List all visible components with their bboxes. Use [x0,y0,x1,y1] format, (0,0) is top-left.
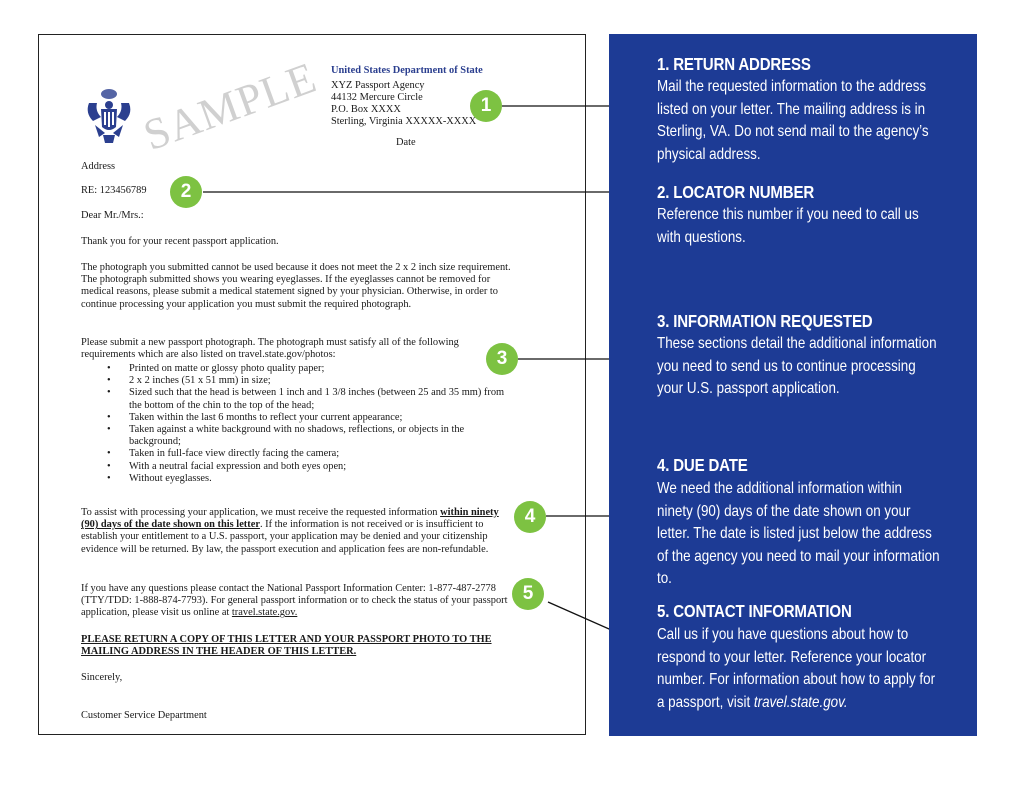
photo-request-paragraph: Please submit a new passport photograph. The photograph must satisfy all of the following requirements which are also listed on travel.state.gov/photos: [81,337,459,361]
sample-letter [38,34,586,735]
salutation: Dear Mr./Mrs.: [81,210,144,221]
thanks-line: Thank you for your recent passport application. [81,236,279,247]
contact-paragraph [81,583,511,620]
list-item: • Sized such that the head is between 1 inch and 1 3/8 inches (between 25 and 35 mm) from the bottom of the chin to the top of the head; [81,387,511,411]
photo-issue-paragraph: The photograph you submitted cannot be used because it does not meet the 2 x 2 inch size requirement. The photograph submitted shows you wearing eyeglasses. If the eyeglasses cannot be removed for medical reasons, please submit a medical statement signed by your physician. Otherwise, in order to continue processing your application you must submit the required photograph. [81,262,511,310]
due-date-text-end: . If the information is not received or is insufficient to establish your entitlement to a U.S. passport, your application may be denied and your citizenship evidence will be returned. By law, the passport execution and application fees are non-refundable. [81,519,489,555]
section-body-due-date: We need the additional information within ninety (90) days of the date shown on your letter. The date is listed just below the address of the agency you need to mail your information to. [657,480,940,587]
list-item: • Taken against a white background with no shadows, reflections, or objects in the background; [81,424,511,448]
list-item: • Taken within the last 6 months to reflect your current appearance; [81,412,511,424]
explanation-panel [609,34,977,736]
list-item: • 2 x 2 inches (51 x 51 mm) in size; [81,375,511,387]
list-item: • Without eyeglasses. [81,473,511,485]
contact-text: If you have any questions please contact the National Passport Information Center: 1-877-487-2778 (TTY/TDD: 1-888-874-7793). For general passport information or to check the status of your passport application, please visit us online at [81,583,508,619]
contact-info-text: Call us if you have questions about how to respond to your letter. Reference your locator number. For information about how to apply for a passport, visit [657,626,936,711]
return-instruction: PLEASE RETURN A COPY OF THIS LETTER AND YOUR PASSPORT PHOTO TO THE MAILING ADDRESS IN THE HEADER OF THIS LETTER. [81,634,492,658]
sample-watermark: SAMPLE [137,52,323,160]
section-heading-locator-number: 2. LOCATOR NUMBER [657,182,815,202]
marker-5: 5 [512,578,544,610]
travel-state-gov-link[interactable]: travel.state.gov. [753,693,848,711]
due-date-paragraph [81,507,511,556]
letter-date: Date [396,137,416,148]
list-item: • Printed on matte or glossy photo quality paper; [81,363,511,375]
section-heading-return-address: 1. RETURN ADDRESS [657,54,811,74]
section-body-information-requested: These sections detail the additional information you need to send us to continue processing your U.S. passport application. [657,335,937,397]
section-heading-contact-information: 5. CONTACT INFORMATION [657,601,852,621]
recipient-address: Address [81,161,116,172]
list-item: • With a neutral facial expression and both eyes open; [81,461,511,473]
marker-2: 2 [170,176,202,208]
due-date-text: To assist with processing your application, we must receive the requested information [81,507,441,518]
address-line: 44132 Mercure Circle [331,92,423,103]
locator-number: RE: 123456789 [81,185,147,196]
section-heading-information-requested: 3. INFORMATION REQUESTED [657,311,873,331]
agency-name: United States Department of State [331,65,483,76]
section-body-return-address: Mail the requested information to the address listed on your letter. The mailing address is in Sterling, VA. Do not send mail to the agency’s physical address. [657,78,929,163]
travel-state-gov-link[interactable]: travel.state.gov. [231,607,298,619]
section-body-contact-information [657,624,941,714]
closing: Sincerely, [81,672,123,683]
address-line: P.O. Box XXXX [331,104,401,115]
due-date-deadline: within ninety (90) days of the date shown on this letter [81,507,499,531]
marker-1: 1 [470,90,502,122]
list-item: • Taken in full-face view directly facing the camera; [81,448,511,460]
department-seal-icon [83,87,135,147]
marker-4: 4 [514,501,546,533]
section-body-locator-number: Reference this number if you need to call us with questions. [657,206,919,246]
address-line: Sterling, Virginia XXXXX-XXXX [331,116,477,127]
signature-department: Customer Service Department [81,710,207,721]
photo-requirements-list [81,363,511,485]
section-heading-due-date: 4. DUE DATE [657,455,748,475]
address-line: XYZ Passport Agency [331,80,425,91]
marker-3: 3 [486,343,518,375]
